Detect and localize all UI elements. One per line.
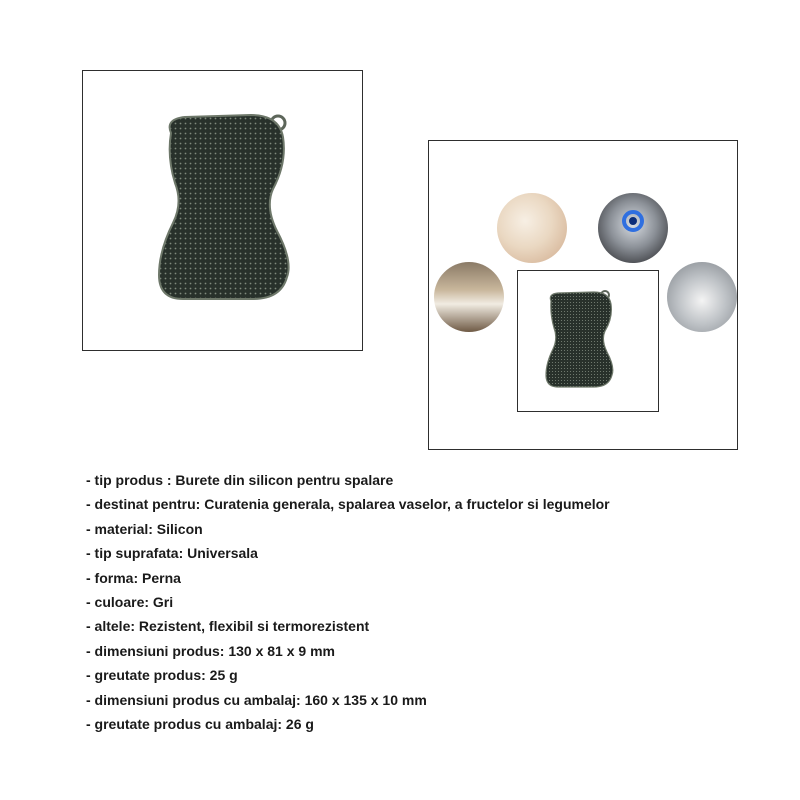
silicone-sponge-image-small [518, 271, 658, 411]
spec-item-packaged-dimensions: - dimensiuni produs cu ambalaj: 160 x 135 x 10 mm [86, 691, 427, 708]
silicone-sponge-image [83, 71, 362, 350]
spec-item-weight: - greutate produs: 25 g [86, 667, 238, 684]
spec-item-product-type: - tip produs : Burete din silicon pentru spalare [86, 472, 394, 488]
product-photo-main [82, 70, 363, 351]
spec-item-packaged-weight: - greutate produs cu ambalaj: 26 g [86, 716, 314, 733]
spec-item-other: - altele: Rezistent, flexibil si termorezistent [86, 618, 370, 635]
product-photo-inset [517, 270, 659, 412]
kitchen-photo [434, 262, 504, 332]
gas-stove-photo [598, 193, 668, 263]
pots-photo [667, 262, 737, 332]
plates-photo [497, 193, 567, 263]
spec-item-dimensions: - dimensiuni produs: 130 x 81 x 9 mm [86, 642, 335, 659]
spec-item-intended-use: - destinat pentru: Curatenia generala, spalarea vaselor, a fructelor si legumelor [86, 496, 610, 513]
product-spec-list [86, 468, 610, 736]
spec-item-material: - material: Silicon [86, 520, 203, 537]
spec-item-surface-type: - tip suprafata: Universala [86, 545, 258, 562]
spec-item-shape: - forma: Perna [86, 569, 181, 586]
spec-item-color: - culoare: Gri [86, 594, 174, 611]
